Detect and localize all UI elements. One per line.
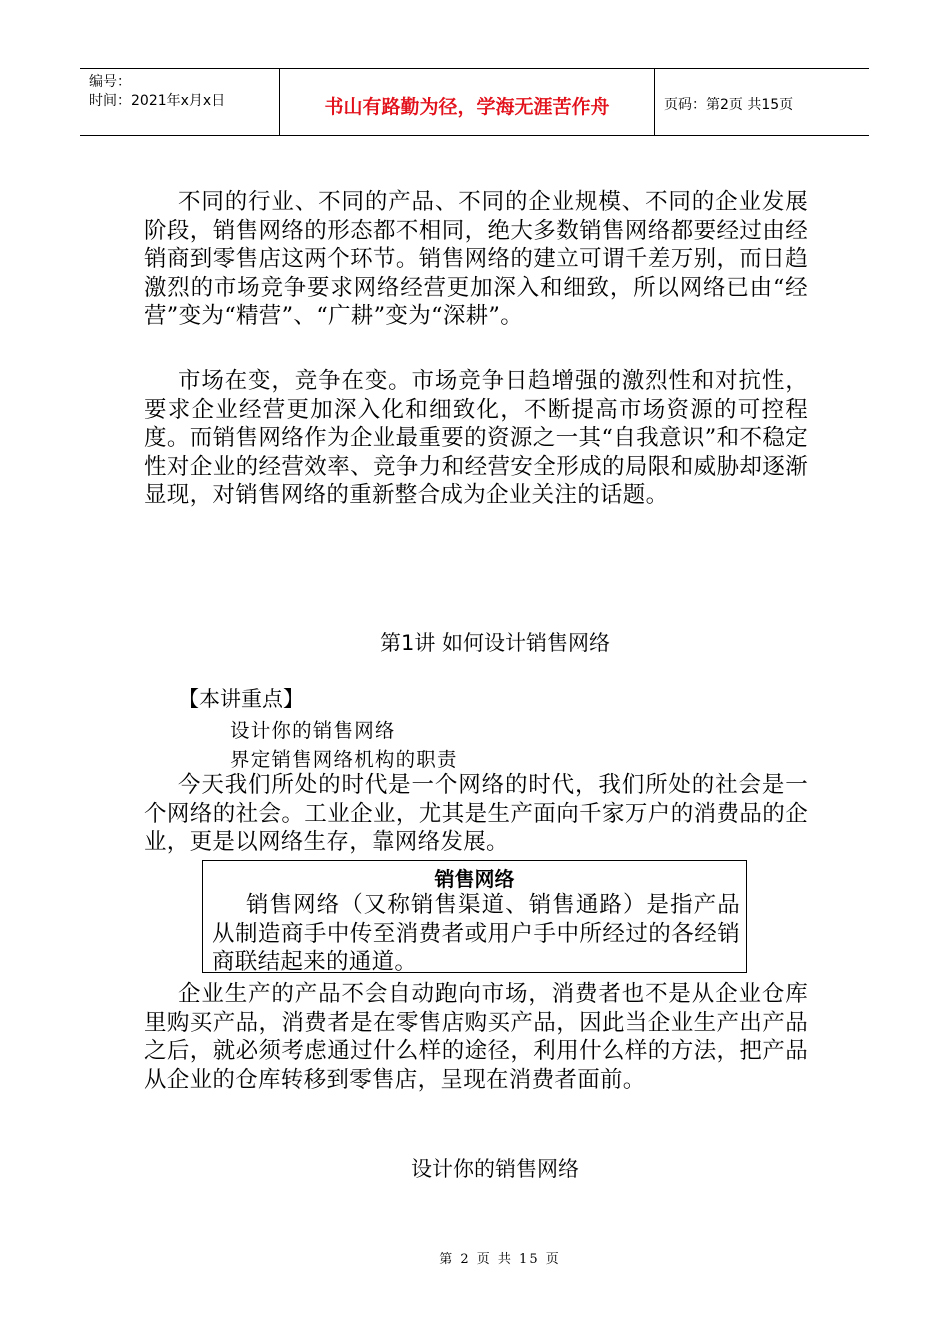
definition-box-text: 销售网络（又称销售渠道、销售通路）是指产品从制造商手中传至消费者或用户手中所经过的各经销商联结起来的通道。	[212, 892, 740, 975]
page-footer: 第 2 页 共 15 页	[439, 1252, 561, 1267]
document-header	[80, 68, 869, 136]
focus-item-design: 设计你的销售网络	[230, 719, 396, 742]
definition-box	[202, 860, 747, 973]
paragraph-product-flow: 企业生产的产品不会自动跑向市场，消费者也不是从企业仓库里购买产品，消费者是在零售店购买产品，因此当企业生产出产品之后，就必须考虑通过什么样的途径，利用什么样的方法，把产品从企业的仓库转移到零售店，呈现在消费者面前。	[144, 981, 808, 1093]
paragraph-network-forms: 不同的行业、不同的产品、不同的企业规模、不同的企业发展阶段，销售网络的形态都不相同，绝大多数销售网络都要经过由经销商到零售店这两个环节。销售网络的建立可谓千差万别，而日趋激烈的市场竞争要求网络经营更加深入和细致，所以网络已由“经营”变为“精营”、“广耕”变为“深耕”。	[144, 189, 808, 329]
section-heading: 设计你的销售网络	[411, 1157, 579, 1181]
definition-box-title: 销售网络	[434, 867, 515, 891]
header-meta-cell	[80, 69, 280, 135]
header-page-info: 页码：第2页 共15页	[664, 97, 794, 113]
document-number-label: 编号：	[89, 74, 131, 90]
header-motto: 书山有路勤为径，学海无涯苦作舟	[280, 69, 655, 135]
focus-item-duties: 界定销售网络机构的职责	[230, 748, 458, 771]
paragraph-network-era: 今天我们所处的时代是一个网络的时代，我们所处的社会是一个网络的社会。工业企业，尤其是生产面向千家万户的消费品的企业，更是以网络生存，靠网络发展。	[144, 772, 808, 855]
document-date-label: 时间：2021年x月x日	[89, 93, 226, 109]
paragraph-market-change: 市场在变，竞争在变。市场竞争日趋增强的激烈性和对抗性，要求企业经营更加深入化和细致化，不断提高市场资源的可控程度。而销售网络作为企业最重要的资源之一其“自我意识”和不稳定性对企业的经营效率、竞争力和经营安全形成的局限和威胁却逐渐显现，对销售网络的重新整合成为企业关注的话题。	[144, 368, 808, 508]
lecture-focus-label: 【本讲重点】	[178, 687, 304, 711]
lecture-title: 第1讲 如何设计销售网络	[379, 631, 611, 655]
